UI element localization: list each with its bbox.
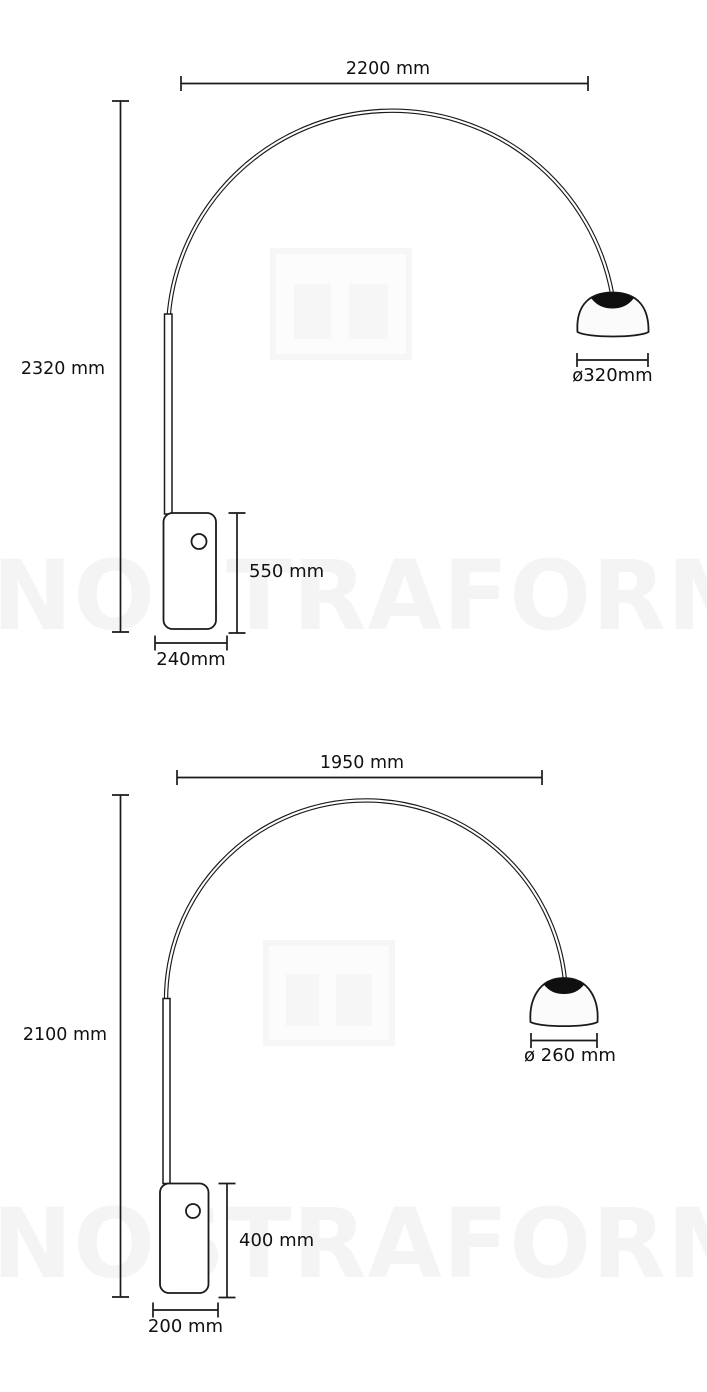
lamp-base bbox=[164, 513, 217, 629]
base-width-dimension bbox=[148, 1303, 223, 1338]
base-block bbox=[160, 1184, 209, 1294]
base-width-label: 240mm bbox=[156, 649, 226, 670]
arc-tube-outline bbox=[169, 111, 613, 318]
arc-tube-inner bbox=[166, 800, 565, 1001]
arc-tube-inner bbox=[169, 111, 613, 318]
shade-diameter-dimension bbox=[572, 353, 652, 386]
lamp-arc bbox=[169, 111, 613, 318]
base-height-label: 550 mm bbox=[249, 561, 325, 582]
base-block bbox=[164, 513, 217, 629]
height-dimension bbox=[21, 101, 129, 632]
height-dimension bbox=[23, 795, 129, 1297]
overall-height-label: 2320 mm bbox=[20, 359, 106, 379]
base-width-label: 200 mm bbox=[147, 1316, 224, 1337]
shade-diameter-dimension bbox=[524, 1033, 616, 1066]
width-dimension bbox=[181, 59, 588, 91]
shade-diameter-label: ø 260 mm bbox=[524, 1045, 616, 1066]
diagram-small-lamp bbox=[0, 700, 707, 1392]
base-height-dimension bbox=[229, 513, 325, 633]
lamp-shade bbox=[530, 978, 597, 1026]
base-height-label: 400 mm bbox=[239, 1230, 315, 1251]
overall-width-label: 1950 mm bbox=[319, 753, 405, 773]
overall-height-label: 2100 mm bbox=[22, 1025, 108, 1045]
lamp-shade bbox=[577, 292, 648, 336]
base-width-dimension bbox=[155, 636, 227, 671]
base-height-dimension bbox=[219, 1184, 315, 1298]
lamp-arc bbox=[166, 800, 565, 1001]
shade-diameter-label: ø320mm bbox=[572, 365, 653, 386]
base-hole bbox=[186, 1204, 200, 1218]
lamp-base bbox=[160, 1184, 209, 1294]
lamp-stand-pipe bbox=[165, 314, 173, 514]
lamp-stand-pipe bbox=[163, 999, 170, 1184]
width-dimension bbox=[177, 753, 542, 785]
overall-width-label: 2200 mm bbox=[345, 59, 431, 79]
arc-tube-outline bbox=[166, 800, 565, 1001]
base-hole bbox=[192, 534, 207, 549]
